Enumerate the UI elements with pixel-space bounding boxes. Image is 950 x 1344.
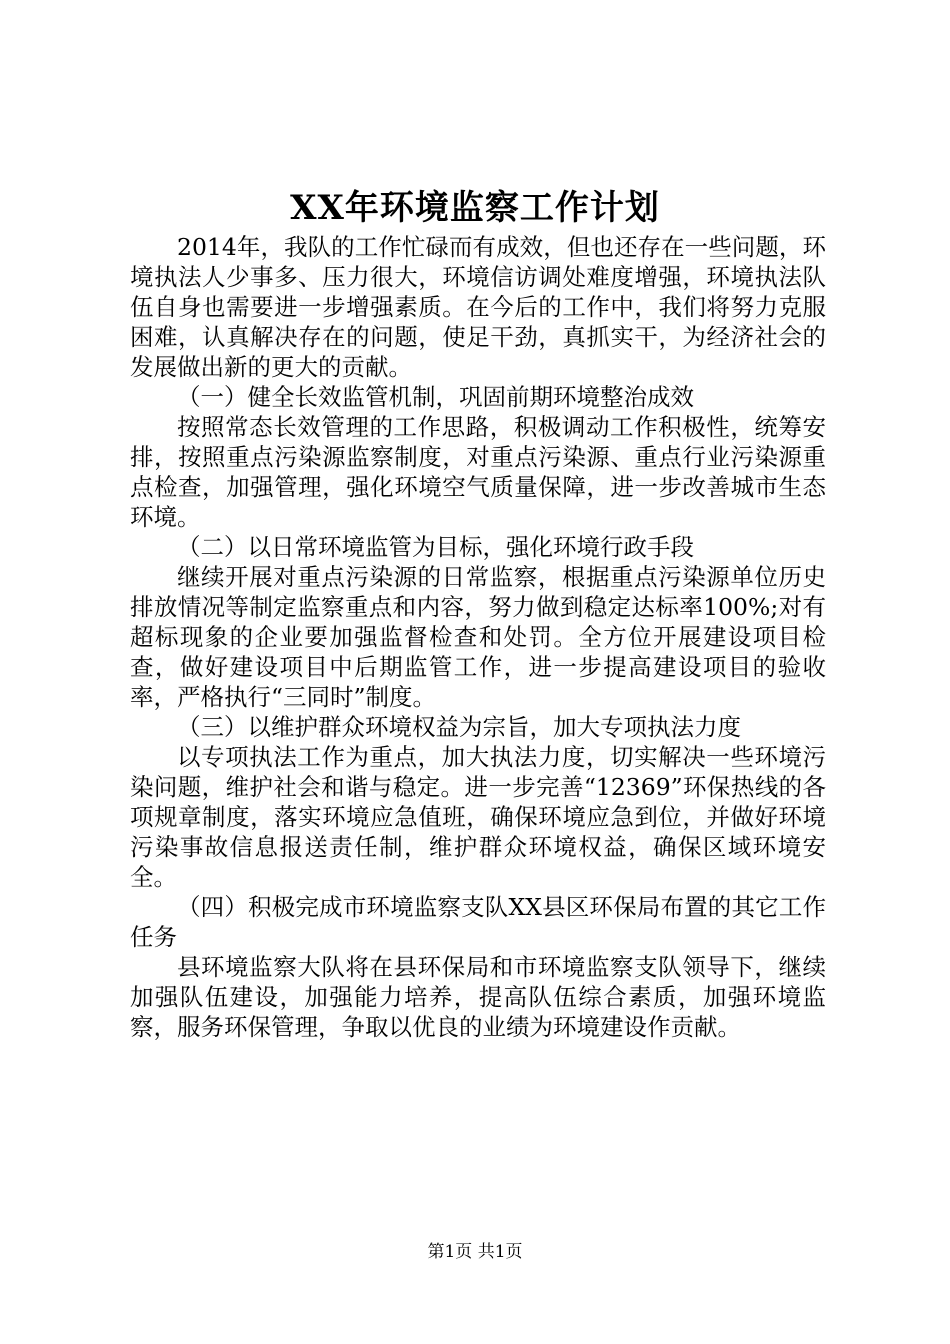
- section-paragraph-4: 县环境监察大队将在县环保局和市环境监察支队领导下，继续加强队伍建设，加强能力培养，提高队伍综合素质，加强环境监察，服务环保管理，争取以优良的业绩为环境建设作贡献。: [130, 953, 826, 1041]
- section-heading-4: （四）积极完成市环境监察支队XX县区环保局布置的其它工作任务: [130, 893, 826, 951]
- document-title: XX年环境监察工作计划: [290, 188, 660, 228]
- section-heading-1: （一）健全长效监管机制，巩固前期环境整治成效: [177, 383, 694, 411]
- section-paragraph-1: 按照常态长效管理的工作思路，积极调动工作积极性，统筹安排，按照重点污染源监察制度，对重点污染源、重点行业污染源重点检查，加强管理，强化环境空气质量保障，进一步改善城市生态环境。: [130, 413, 826, 531]
- section-paragraph-3: 以专项执法工作为重点，加大执法力度，切实解决一些环境污染问题，维护社会和谐与稳定。进一步完善“12369”环保热线的各项规章制度，落实环境应急值班，确保环境应急到位，并做好环境污染事故信息报送责任制，维护群众环境权益，确保区域环境安全。: [130, 743, 826, 891]
- document-body: [130, 232, 826, 1042]
- section-paragraph-2: 继续开展对重点污染源的日常监察，根据重点污染源单位历史排放情况等制定监察重点和内容，努力做到稳定达标率100%;对有超标现象的企业要加强监督检查和处罚。全方位开展建设项目检查，做好建设项目中后期监管工作，进一步提高建设项目的验收率，严格执行“三同时”制度。: [130, 563, 826, 711]
- section-heading-3: （三）以维护群众环境权益为宗旨，加大专项执法力度: [177, 713, 741, 741]
- section-heading-2: （二）以日常环境监管为目标，强化环境行政手段: [177, 533, 694, 561]
- page-footer: 第1页 共1页: [427, 1242, 523, 1262]
- intro-paragraph: 2014年，我队的工作忙碌而有成效，但也还存在一些问题，环境执法人少事多、压力很大，环境信访调处难度增强，环境执法队伍自身也需要进一步增强素质。在今后的工作中，我们将努力克服困难，认真解决存在的问题，使足干劲，真抓实干，为经济社会的发展做出新的更大的贡献。: [130, 233, 826, 381]
